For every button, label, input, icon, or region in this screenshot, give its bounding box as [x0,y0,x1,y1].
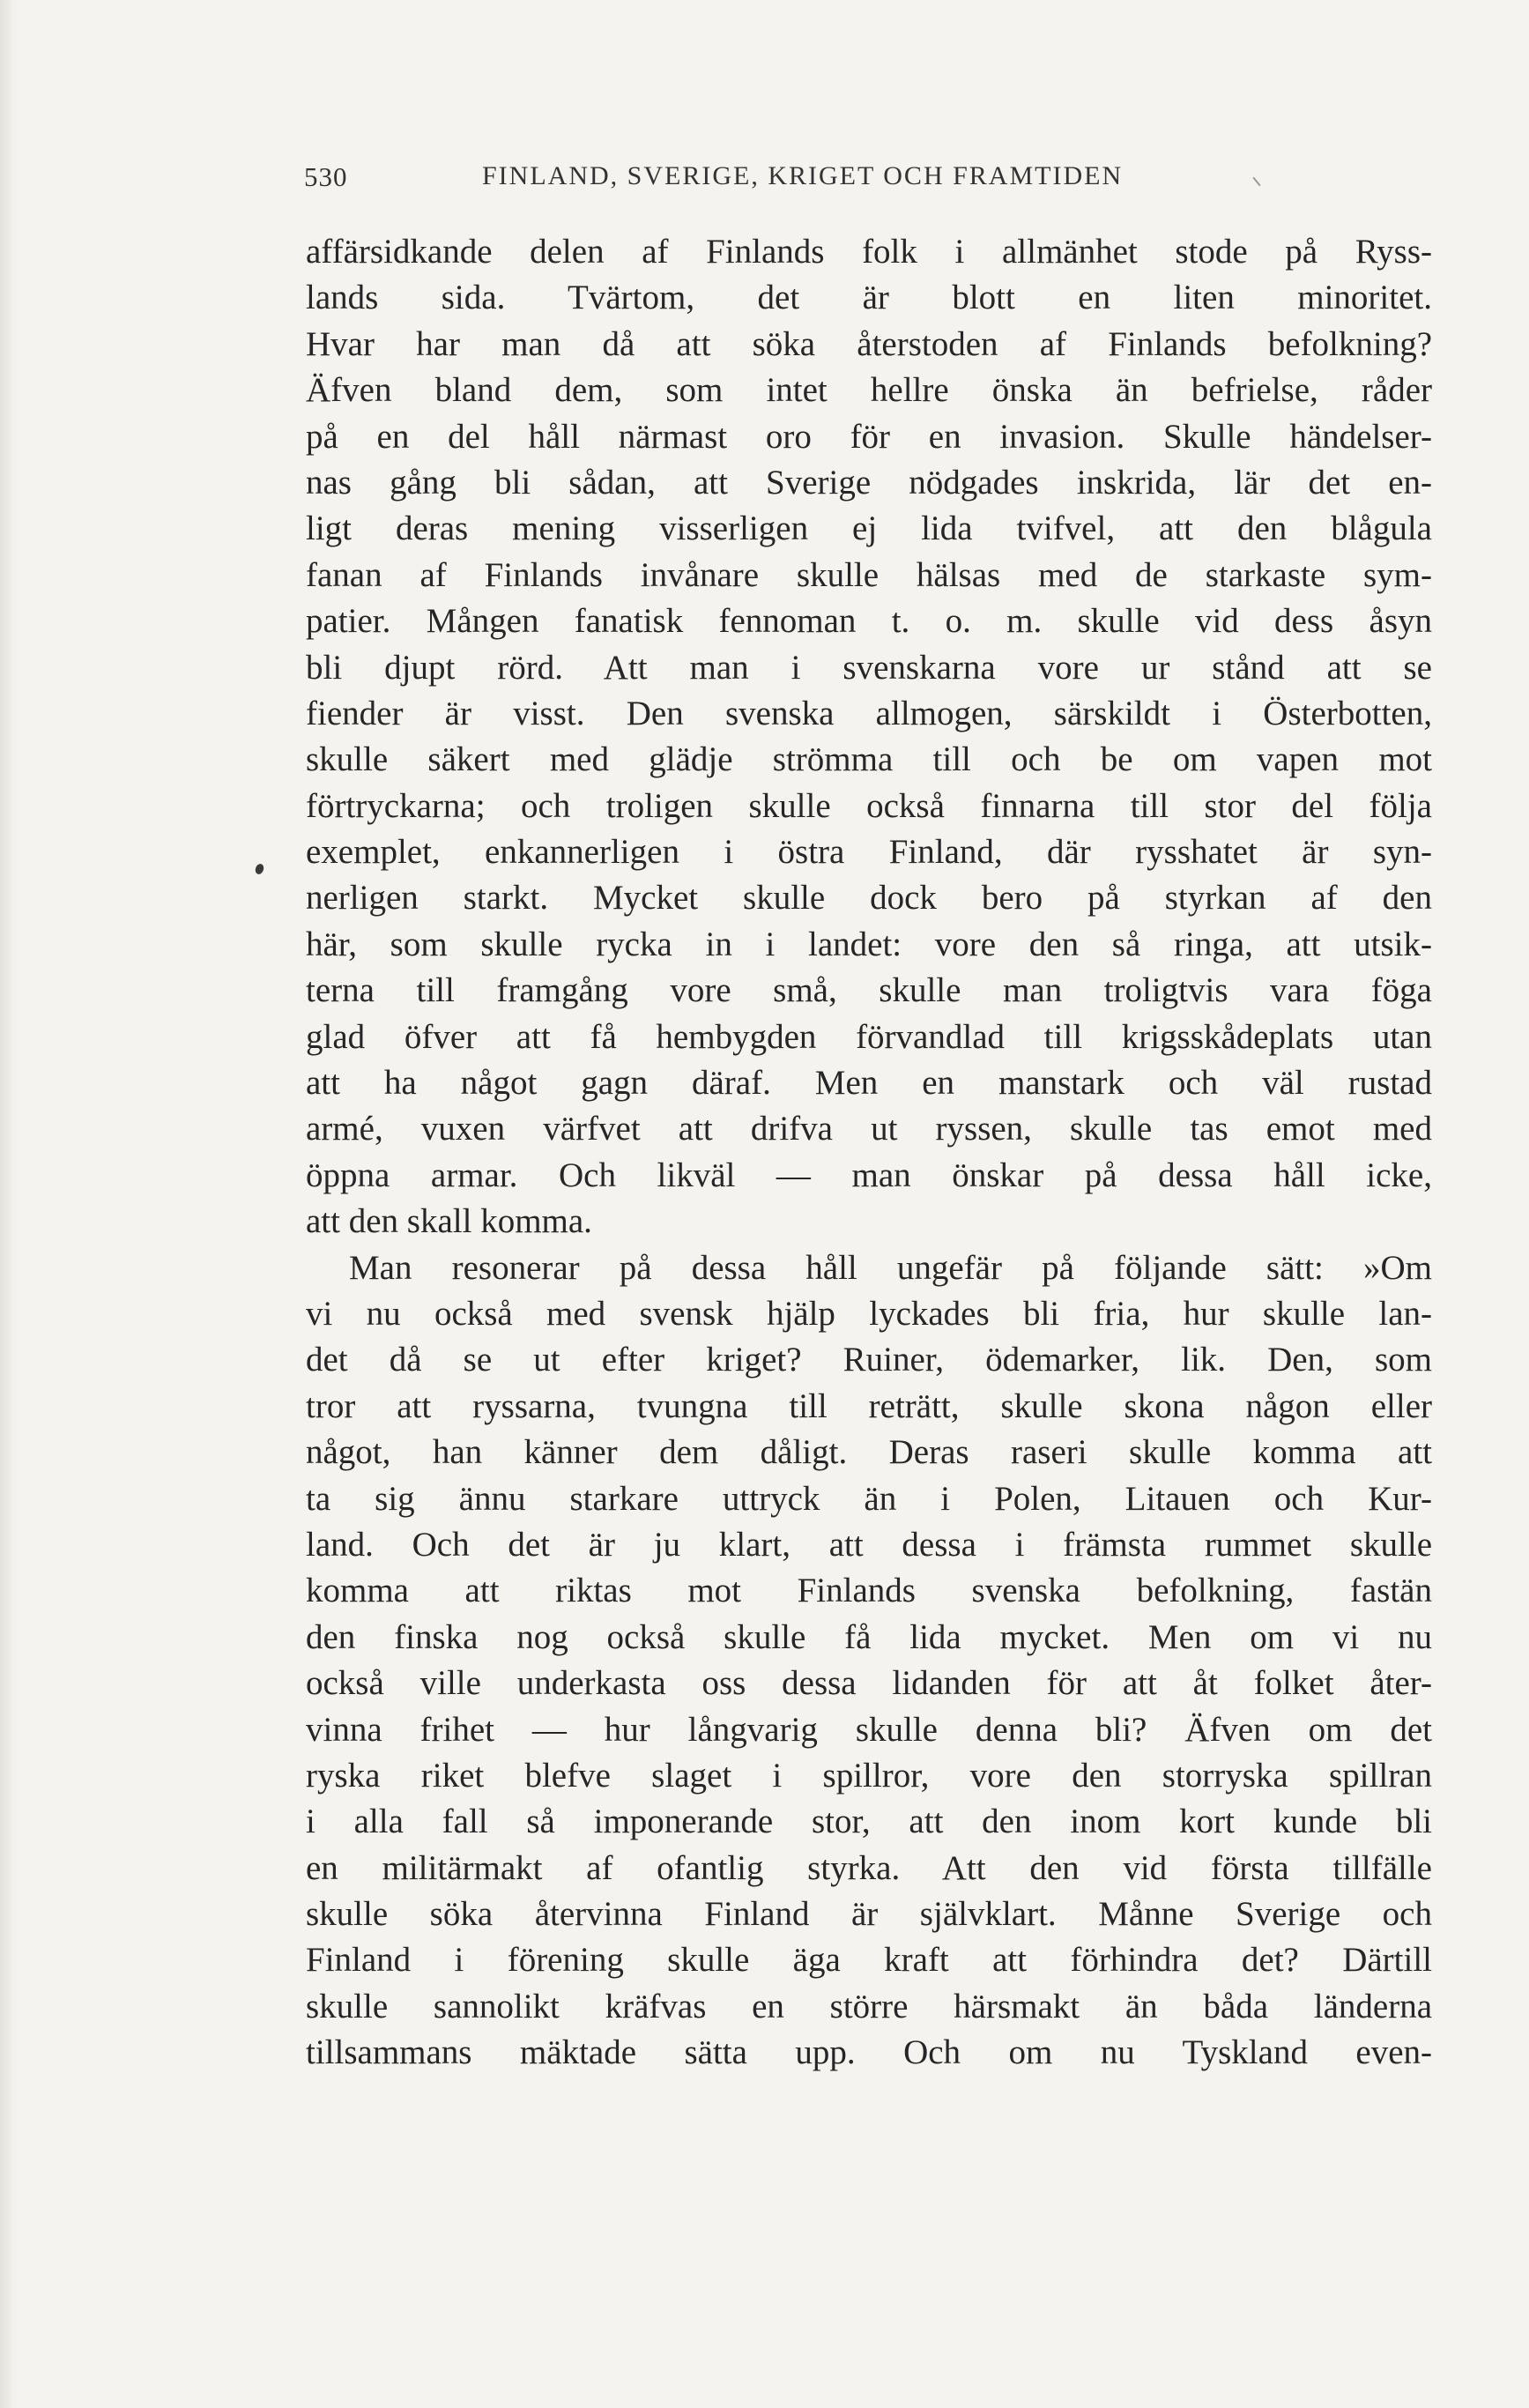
text-line: affärsidkande delen af Finlands folk i allmänhet stode på Ryss- [306,233,1432,271]
text-line: komma att riktas mot Finlands svenska befolkning, fastän [306,1572,1432,1610]
text-line: Finland i förening skulle äga kraft att förhindra det? Därtill [306,1941,1432,1980]
text-line: ryska riket blefve slaget i spillror, vore den storryska spillran [306,1756,1432,1795]
text-line: att ha något gagn däraf. Men en manstark och väl rustad [306,1064,1432,1103]
text-line: skulle söka återvinna Finland är självklart. Månne Sverige och [306,1895,1432,1934]
text-line: den finska nog också skulle få lida mycket. Men om vi nu [306,1617,1432,1656]
text-line: fanan af Finlands invånare skulle hälsas med de starkaste sym- [306,555,1432,594]
text-line: glad öfver att få hembygden förvandlad till krigsskådeplats utan [306,1017,1432,1056]
text-line: exemplet, enkannerligen i östra Finland, där rysshatet är syn- [306,833,1432,872]
text-line: vi nu också med svensk hjälp lyckades bli fria, hur skulle lan- [306,1294,1432,1333]
text-line: tillsammans mäktade sätta upp. Och om nu Tyskland even- [306,2033,1432,2072]
text-line: något, han känner dem dåligt. Deras raseri skulle komma att [306,1433,1432,1472]
text-line: också ville underkasta oss dessa lidanden för att åt folket åter- [306,1664,1432,1703]
text-line: förtryckarna; och troligen skulle också finnarna till stor del följa [306,786,1432,825]
page-header [304,161,1432,205]
text-line: skulle säkert med glädje strömma till och be om vapen mot [306,740,1432,779]
page-edge-shadow [0,0,16,2408]
text-line: Man resonerar på dessa håll ungefär på följande sätt: »Om [349,1248,1432,1287]
text-line: terna till framgång vore små, skulle man troligtvis vara föga [306,971,1432,1010]
text-line: nerligen starkt. Mycket skulle dock bero på styrkan af den [306,879,1432,918]
running-title: FINLAND, SVERIGE, KRIGET OCH FRAMTIDEN [482,161,1124,190]
text-line: Äfven bland dem, som intet hellre önska än befrielse, råder [306,371,1432,410]
text-line: öppna armar. Och likväl — man önskar på dessa håll icke, [306,1156,1432,1194]
text-line: tror att ryssarna, tvungna till reträtt, skulle skona någon eller [306,1386,1432,1425]
text-line: Hvar har man då att söka återstoden af Finlands befolkning? [306,324,1432,363]
text-line: här, som skulle rycka in i landet: vore den så ringa, att utsik- [306,925,1432,963]
text-line: en militärmakt af ofantlig styrka. Att den vid första tillfälle [306,1848,1432,1887]
text-line: nas gång bli sådan, att Sverige nödgades inskrida, lär det en- [306,463,1432,502]
text-line: i alla fall så imponerande stor, att den inom kort kunde bli [306,1802,1432,1841]
text-line: på en del håll närmast oro för en invasion. Skulle händelser- [306,417,1432,456]
text-line: lands sida. Tvärtom, det är blott en liten minoritet. [306,279,1432,317]
page-number: 530 [304,161,348,192]
text-line: fiender är visst. Den svenska allmogen, särskildt i Österbotten, [306,694,1432,732]
text-line: ligt deras mening visserligen ej lida tvifvel, att den blågula [306,509,1432,548]
text-line: det då se ut efter kriget? Ruiner, ödemarker, lik. Den, som [306,1341,1432,1379]
text-line: skulle sannolikt kräfvas en större härsmakt än båda länderna [306,1987,1432,2025]
text-line: bli djupt rörd. Att man i svenskarna vore ur stånd att se [306,648,1432,687]
text-line: land. Och det är ju klart, att dessa i främsta rummet skulle [306,1525,1432,1564]
body-text [306,229,1432,2077]
text-line: att den skall komma. [306,1202,592,1241]
text-line: patier. Mången fanatisk fennoman t. o. m. skulle vid dess åsyn [306,602,1432,641]
margin-dot [254,863,265,875]
text-line: armé, vuxen värfvet att drifva ut ryssen, skulle tas emot med [306,1110,1432,1148]
text-line: ta sig ännu starkare uttryck än i Polen, Litauen och Kur- [306,1479,1432,1518]
text-line: vinna frihet — hur långvarig skulle denna bli? Äfven om det [306,1710,1432,1749]
